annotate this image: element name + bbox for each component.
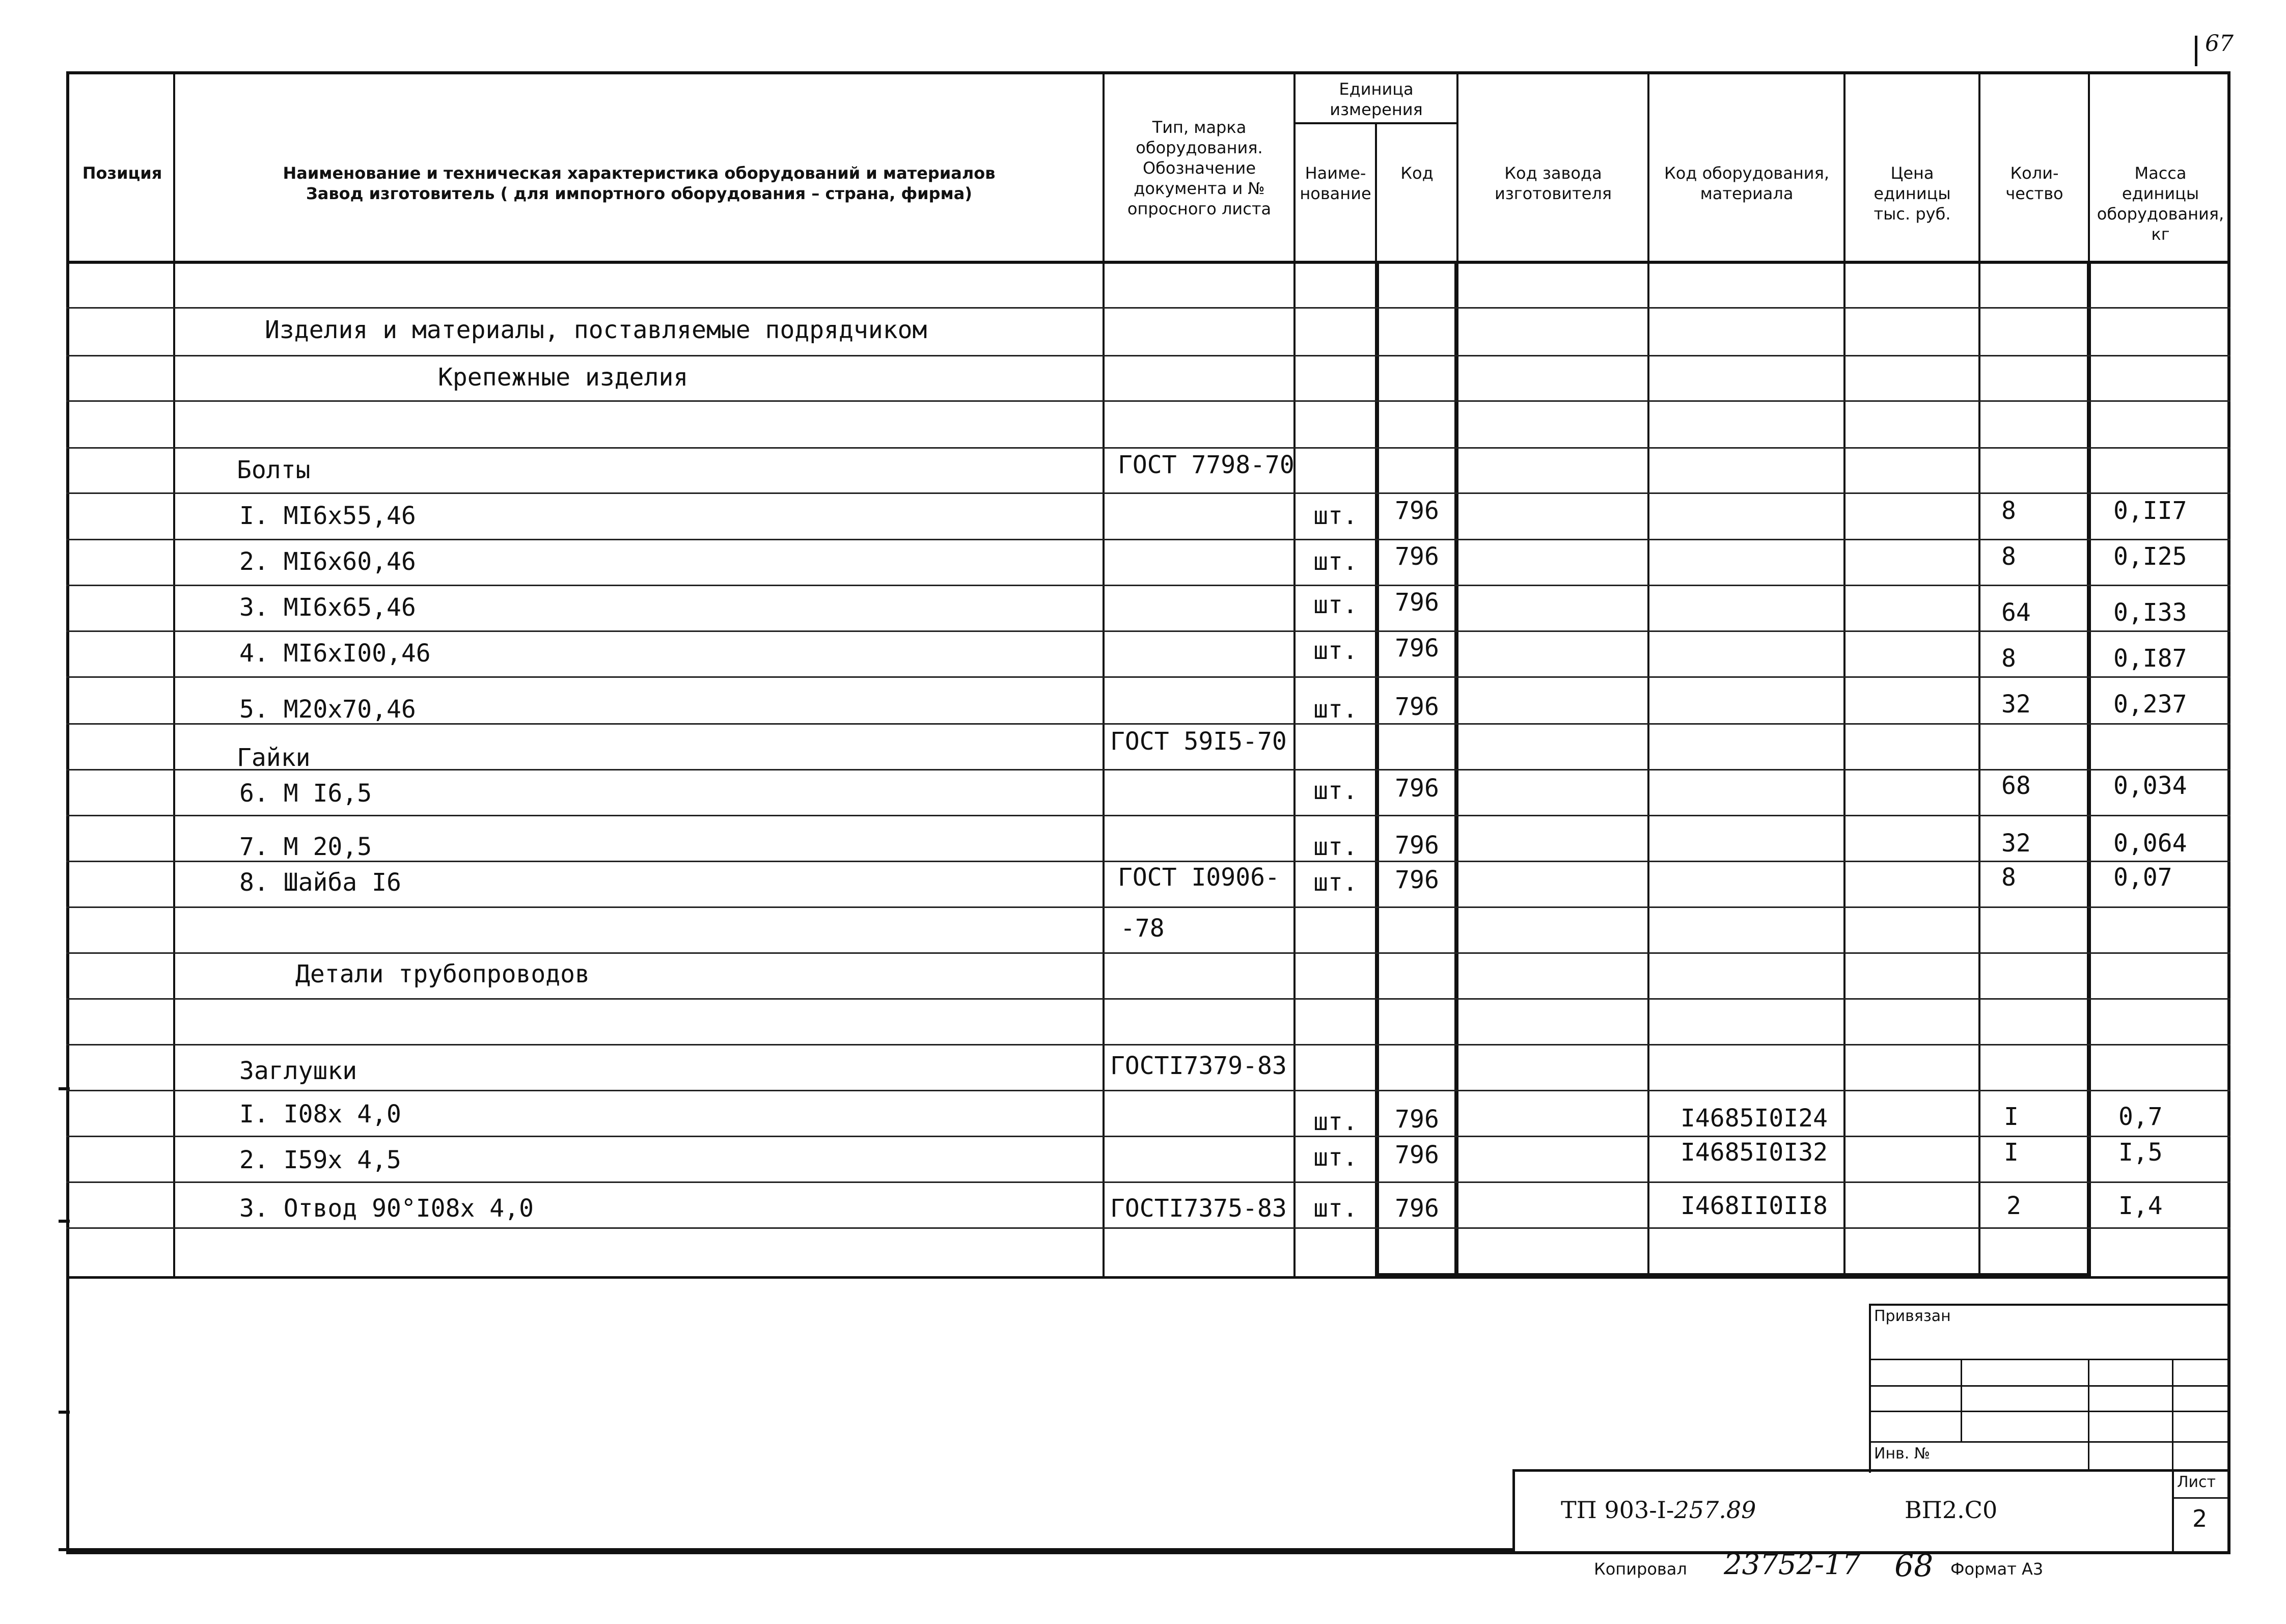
row-line [66,630,2230,632]
page-number-bar [2195,36,2197,66]
mass: 0,II7 [2113,497,2187,525]
item-name: I. MI6x55,46 [239,502,416,530]
row-line [66,585,2230,586]
unit-name: шт. [1313,1194,1358,1223]
header-price-line: тыс. руб. [1874,204,1951,224]
unit-name: шт. [1313,1143,1358,1172]
quantity: 8 [2001,644,2016,673]
header-qty-line: чество [2005,184,2063,203]
header-unit-group-line: измерения [1330,100,1423,119]
table-bottom-line [66,1276,2230,1279]
quantity: 2 [2006,1192,2021,1220]
row-line [66,539,2230,540]
mass: 0,I25 [2113,542,2187,571]
item-name: 3. MI6x65,46 [239,593,416,622]
quantity: 8 [2001,863,2016,892]
row-line [66,906,2230,908]
unit-code: 796 [1395,588,1439,617]
header-mass-line: кг [2151,225,2170,244]
format-label: Формат А3 [1950,1559,2044,1579]
tb-line [1869,1304,1871,1473]
section-title: Изделия и материалы, поставляемые подрядчиком [265,316,927,344]
copy-page: 68 [1894,1548,1934,1584]
tb-line [2172,1497,2230,1499]
group-title: Гайки [237,744,311,772]
column-divider [1647,71,1649,1278]
unit-group-line [1293,122,1456,124]
tb-line [1512,1469,2230,1472]
row-line [66,1044,2230,1045]
unit-code: 796 [1395,1194,1439,1223]
margin-tick [59,1220,70,1223]
mass: 0,07 [2113,863,2172,892]
unit-code: 796 [1395,634,1439,663]
header-equip-code [1650,163,1843,204]
inventory-label: Инв. № [1874,1445,1931,1463]
header-qty-line: Коли- [2010,163,2059,183]
header-factory-code-line: изготовителя [1494,184,1612,203]
equipment-code: I4685I0I32 [1681,1138,1828,1167]
unit-code: 796 [1395,693,1439,721]
header-bottom-line [66,261,2230,264]
header-type-line: оборудования. [1136,138,1263,157]
unit-name: шт. [1313,868,1358,897]
doc-ref: ГОСТI7375-83 [1110,1194,1287,1223]
item-name: 8. Шайба I6 [239,868,401,897]
row-line [66,815,2230,816]
margin-tick [59,1411,70,1414]
column-divider [1293,71,1296,1278]
header-equip-code-line: материала [1700,184,1794,203]
document-code-handwritten: 257.89 [1674,1496,1756,1524]
header-qty [1981,163,2088,204]
row-line [66,952,2230,954]
document-mark: ВП2.С0 [1905,1496,1998,1524]
item-name: 6. M I6,5 [239,779,372,808]
mass: I,5 [2118,1138,2163,1167]
row-line [66,676,2230,678]
header-mass-line: оборудования, [2097,204,2224,224]
unit-name: шт. [1313,833,1358,861]
column-divider [1843,71,1846,1278]
unit-name: шт. [1313,502,1358,530]
quantity: 68 [2001,772,2031,800]
item-name: 7. M 20,5 [239,833,372,861]
row-line [66,1181,2230,1183]
subsection-title: Детали трубопроводов [295,960,590,988]
doc-ref: ГОСТ I0906- [1118,863,1280,892]
header-factory-code [1459,163,1647,204]
header-price-line: Цена [1890,163,1934,183]
item-name: 2. I59x 4,5 [239,1146,401,1174]
header-name-line2: Завод изготовитель ( для импортного оборудования – страна, фирма) [306,184,972,203]
mass: 0,237 [2113,690,2187,719]
unit-code: 796 [1395,542,1439,571]
tb-line [1869,1441,2230,1443]
tb-line [1869,1359,2230,1360]
tb-line [1869,1411,2230,1412]
quantity: I [2004,1103,2019,1131]
unit-code: 796 [1395,1105,1439,1134]
header-unit-name-line: Наиме- [1305,163,1366,183]
document-code-printed: ТП 903-I- [1561,1496,1674,1524]
quantity: 64 [2001,598,2031,627]
column-divider [1978,71,1980,1278]
bottom-frame-line [59,1548,1515,1551]
equipment-code: I4685I0I24 [1681,1104,1828,1133]
header-mass-line: единицы [2122,184,2199,203]
mass: 0,034 [2113,772,2187,800]
unit-code: 796 [1395,1141,1439,1169]
header-price-line: единицы [1874,184,1951,203]
unit-code: 796 [1395,497,1439,525]
column-divider [1103,71,1105,1278]
unit-code: 796 [1395,831,1439,860]
mass: 0,7 [2118,1103,2163,1131]
header-position: Позиция [82,163,162,183]
row-line [66,355,2230,356]
header-price [1846,163,1978,224]
unit-name: шт. [1313,777,1358,805]
copy-number: 23752-17 [1724,1548,1861,1581]
row-line [66,998,2230,1000]
header-type-line: документа и № [1134,179,1265,198]
subsection-title: Крепежные изделия [438,363,688,392]
header-unit-code: Код [1400,163,1434,183]
header-type-line: Обозначение [1142,158,1256,178]
quantity: 8 [2001,497,2016,525]
row-line [66,769,2230,770]
item-name: I. I08x 4,0 [239,1100,401,1128]
unit-name: шт. [1313,695,1358,724]
mass: I,4 [2118,1192,2163,1220]
header-mass [2090,163,2230,244]
row-line [66,447,2230,449]
doc-ref: ГОСТI7379-83 [1110,1052,1287,1080]
item-name: 5. M20x70,46 [239,695,416,724]
quantity: I [2004,1138,2019,1167]
row-line [66,307,2230,309]
mass: 0,I33 [2113,598,2187,627]
header-factory-code-line: Код завода [1504,163,1602,183]
page-number: 67 [2205,31,2234,57]
header-type-line: Тип, марка [1152,118,1247,137]
item-name: 4. MI6xI00,46 [239,639,431,668]
header-name-line1: Наименование и техническая характеристика оборудований и материалов [283,163,996,183]
tb-line [1512,1469,1515,1554]
table-frame [66,71,2230,1554]
unit-name: шт. [1313,637,1358,665]
mass: 0,I87 [2113,644,2187,673]
doc-ref: ГОСТ 7798-70 [1118,451,1295,479]
unit-code: 796 [1395,774,1439,803]
quantity: 8 [2001,542,2016,571]
doc-ref: ГОСТ 59I5-70 [1110,727,1287,756]
row-line [66,1227,2230,1229]
unit-name: шт. [1313,547,1358,576]
document-code [1561,1496,1756,1524]
bound-label: Привязан [1874,1307,1951,1325]
equipment-code: I468II0II8 [1681,1192,1828,1220]
unit-code: 796 [1395,866,1439,894]
item-name: 3. Отвод 90°I08x 4,0 [239,1194,534,1223]
tb-line [2172,1359,2173,1472]
unit-name: шт. [1313,1108,1358,1136]
unit-name: шт. [1313,591,1358,619]
sheet-number: 2 [2192,1505,2208,1532]
header-type-line: опросного листа [1127,199,1272,218]
row-line [66,1136,2230,1137]
copied-label: Копировал [1594,1559,1687,1579]
group-title: Болты [237,456,311,484]
row-line [66,492,2230,494]
row-line [66,861,2230,862]
tb-line [1869,1385,2230,1387]
row-line [66,1090,2230,1091]
quantity: 32 [2001,829,2031,858]
header-mass-line: Масса [2134,163,2187,183]
item-name: 2. MI6x60,46 [239,547,416,576]
sheet-label: Лист [2177,1473,2216,1491]
tb-line [1961,1359,1962,1441]
mass: 0,064 [2113,829,2187,858]
header-equip-code-line: Код оборудования, [1664,163,1830,183]
tb-line [2088,1359,2089,1472]
quantity: 32 [2001,690,2031,719]
row-line [66,400,2230,402]
header-unit-group-line: Единица [1339,79,1414,99]
header-unit-group [1296,79,1456,120]
tb-line [1869,1304,2230,1306]
header-type-block [1105,117,1293,219]
column-divider [173,71,175,1278]
group-title: Заглушки [239,1057,357,1085]
header-unit-name [1296,163,1375,204]
doc-ref-continued: -78 [1120,914,1165,943]
header-unit-name-line: нование [1300,184,1371,203]
tb-line [2172,1469,2174,1554]
